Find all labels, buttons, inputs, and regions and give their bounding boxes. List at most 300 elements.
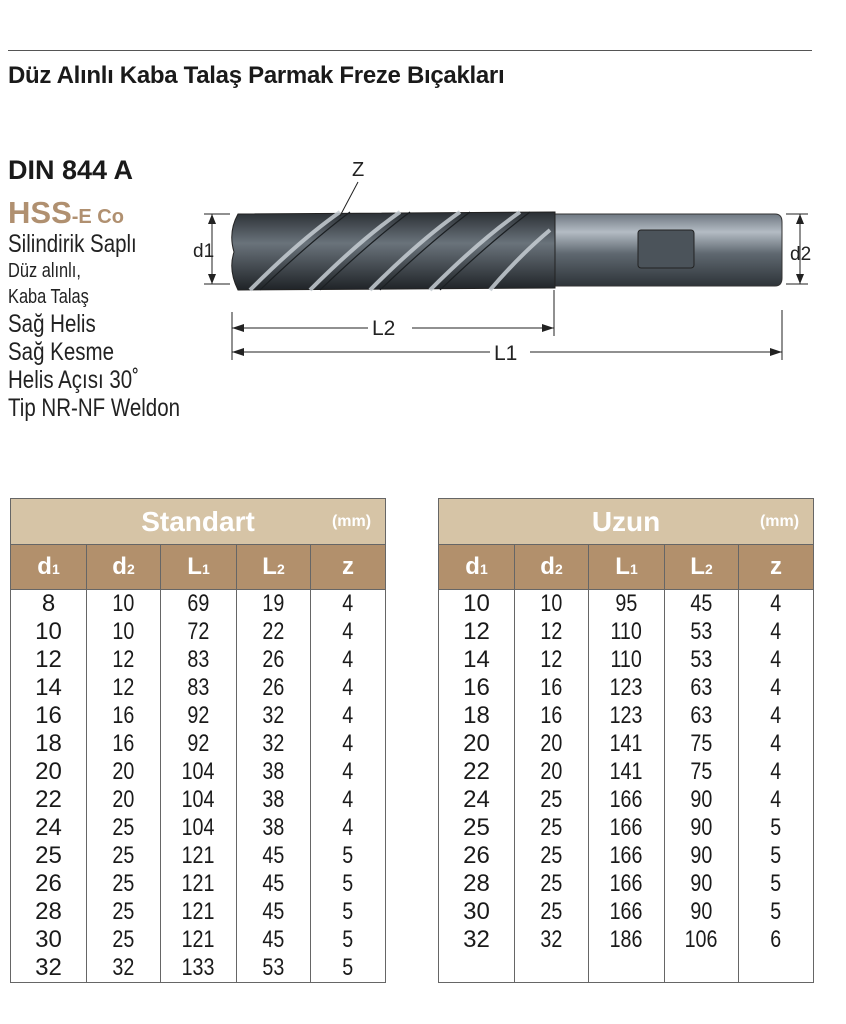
spec-line: Helis Açısı 30˚ [8, 366, 140, 394]
l2-label: L2 [372, 317, 396, 340]
cell-value: 20 [35, 758, 62, 785]
table-cell [439, 926, 515, 954]
table-cell [739, 954, 814, 983]
table-cell [515, 898, 589, 926]
cell-value: 25 [112, 814, 135, 841]
table-row [439, 870, 814, 898]
cell-value: 5 [342, 954, 354, 981]
table-cell [589, 702, 665, 730]
table-row [11, 590, 386, 619]
table-cell [237, 954, 311, 983]
end-mill-drawing [190, 150, 820, 380]
table-cell [11, 842, 87, 870]
column-header-subscript: 1 [479, 561, 488, 577]
cell-value: 28 [35, 898, 62, 925]
table-title: Uzun [591, 505, 661, 537]
table-cell [11, 618, 87, 646]
cell-value: 141 [610, 730, 643, 757]
cell-value: 22 [262, 618, 285, 645]
table-row [11, 954, 386, 983]
top-rule [8, 50, 812, 51]
z-label: Z [352, 159, 365, 181]
column-header [439, 545, 515, 590]
cell-value: 53 [262, 954, 285, 981]
table-cell [161, 730, 237, 758]
column-header-base: d [465, 553, 480, 580]
table-cell [237, 842, 311, 870]
cell-value: 90 [690, 842, 713, 869]
l1-label: L1 [494, 342, 518, 365]
table-cell [589, 730, 665, 758]
cell-value: 4 [770, 590, 782, 617]
cell-value: 12 [463, 618, 490, 645]
table-cell [515, 870, 589, 898]
table-row [11, 870, 386, 898]
cell-value: 4 [770, 730, 782, 757]
cell-value: 5 [770, 814, 782, 841]
table-cell [87, 618, 161, 646]
spec-line: Sağ Helis [8, 310, 96, 338]
table-cell [665, 870, 739, 898]
table-row [11, 646, 386, 674]
table-cell [87, 590, 161, 619]
cell-value: 90 [690, 898, 713, 925]
table-cell [739, 842, 814, 870]
table-cell [439, 590, 515, 619]
table-cell [11, 814, 87, 842]
cell-value: 53 [690, 618, 713, 645]
column-header-base: L [187, 553, 202, 580]
table-caption [11, 499, 386, 545]
table-cell [515, 730, 589, 758]
cell-value: 53 [690, 646, 713, 673]
table-cell [311, 646, 386, 674]
table-cell [311, 590, 386, 619]
din-standard: DIN 844 A [8, 155, 134, 185]
spec-line: Tip NR-NF Weldon [8, 394, 181, 422]
cell-value: 16 [540, 674, 563, 701]
column-header [739, 545, 814, 590]
cell-value: 38 [262, 758, 285, 785]
column-header-row [11, 545, 386, 590]
cell-value: 92 [187, 702, 210, 729]
column-header [11, 545, 87, 590]
table-cell [739, 590, 814, 619]
table-row [11, 926, 386, 954]
table-row [11, 814, 386, 842]
cell-value: 104 [182, 814, 215, 841]
table-cell [665, 646, 739, 674]
table-cell [311, 954, 386, 983]
table-cell [237, 870, 311, 898]
table-cell [237, 590, 311, 619]
cell-value: 25 [463, 814, 490, 841]
spec-list [8, 230, 218, 422]
table-cell [87, 730, 161, 758]
table-cell [665, 954, 739, 983]
column-header-base: L [615, 553, 630, 580]
cell-value: 32 [540, 926, 563, 953]
cell-value: 28 [463, 870, 490, 897]
column-header-subscript: 2 [554, 561, 563, 577]
cell-value: 32 [35, 954, 62, 981]
table-cell [161, 898, 237, 926]
cell-value: 5 [342, 926, 354, 953]
table-cell [161, 954, 237, 983]
cell-value: 25 [540, 786, 563, 813]
cell-value: 4 [342, 674, 354, 701]
cell-value: 12 [35, 646, 62, 673]
table-cell [237, 618, 311, 646]
table-cell [237, 646, 311, 674]
cell-value: 75 [690, 730, 713, 757]
d1-label: d1 [193, 241, 215, 262]
d2-label: d2 [790, 244, 812, 265]
table-row [439, 702, 814, 730]
cell-value: 25 [112, 926, 135, 953]
column-header-subscript: 1 [51, 561, 60, 577]
cell-value: 18 [35, 730, 62, 757]
cell-value: 104 [182, 758, 215, 785]
table-cell [311, 842, 386, 870]
table-cell [739, 814, 814, 842]
cell-value: 92 [187, 730, 210, 757]
table-row [11, 786, 386, 814]
cell-value: 26 [262, 674, 285, 701]
table-cell [515, 954, 589, 983]
cell-value: 12 [112, 646, 135, 673]
table-cell [665, 842, 739, 870]
cell-value: 14 [463, 646, 490, 673]
cell-value: 121 [182, 926, 215, 953]
cell-value: 4 [342, 730, 354, 757]
spec-line: Silindirik Saplı [8, 230, 137, 258]
table-cell [311, 814, 386, 842]
spec-line: Düz alınlı, [8, 260, 81, 282]
cell-value: 24 [463, 786, 490, 813]
cell-value: 4 [770, 702, 782, 729]
table-cell [439, 618, 515, 646]
table-row [11, 674, 386, 702]
table-cell [161, 758, 237, 786]
table-cell [515, 786, 589, 814]
cell-value: 4 [342, 702, 354, 729]
cell-value: 22 [35, 786, 62, 813]
table-row [11, 702, 386, 730]
page-title: Düz Alınlı Kaba Talaş Parmak Freze Bıçakları [8, 62, 505, 89]
table-cell [161, 814, 237, 842]
cell-value: 25 [540, 842, 563, 869]
cell-value: 4 [342, 590, 354, 617]
cell-value: 5 [770, 870, 782, 897]
table-cell [87, 926, 161, 954]
table-cell [439, 814, 515, 842]
cell-value: 5 [342, 870, 354, 897]
cell-value: 123 [610, 702, 643, 729]
cell-value: 166 [610, 814, 643, 841]
cell-value: 45 [262, 870, 285, 897]
table-cell [739, 898, 814, 926]
table-cell [311, 758, 386, 786]
column-header [665, 545, 739, 590]
cell-value: 133 [182, 954, 215, 981]
table-cell [311, 702, 386, 730]
cell-value: 25 [112, 870, 135, 897]
table-cell [237, 786, 311, 814]
cell-value: 19 [262, 590, 285, 617]
table-cell [439, 730, 515, 758]
cell-value: 4 [342, 814, 354, 841]
table-cell [439, 702, 515, 730]
table-cell [11, 926, 87, 954]
table-cell [665, 730, 739, 758]
column-header [515, 545, 589, 590]
table-cell [665, 702, 739, 730]
table-cell [237, 674, 311, 702]
table-row [439, 646, 814, 674]
table-cell [739, 702, 814, 730]
table-cell [589, 954, 665, 983]
cell-value: 16 [463, 674, 490, 701]
cell-value: 121 [182, 870, 215, 897]
material-main: HSS [8, 195, 72, 230]
cell-value: 16 [35, 702, 62, 729]
table-cell [739, 646, 814, 674]
table-cell [87, 758, 161, 786]
cell-value: 4 [770, 674, 782, 701]
cell-value: 4 [770, 618, 782, 645]
table-cell [665, 758, 739, 786]
cell-value: 141 [610, 758, 643, 785]
table-row [439, 730, 814, 758]
cell-value: 30 [35, 926, 62, 953]
column-header-subscript: 2 [276, 561, 285, 577]
column-header-subscript: 2 [704, 561, 713, 577]
cell-value: 20 [112, 786, 135, 813]
table-cell [161, 590, 237, 619]
column-header-base: z [342, 553, 355, 580]
table-cell [11, 590, 87, 619]
table-cell [739, 926, 814, 954]
cell-value: 20 [112, 758, 135, 785]
cell-value: 32 [112, 954, 135, 981]
long-table [438, 498, 814, 983]
cell-value: 90 [690, 814, 713, 841]
table-cell [739, 870, 814, 898]
cell-value: 25 [35, 842, 62, 869]
table-row [11, 730, 386, 758]
table-cell [665, 926, 739, 954]
table-cell [11, 646, 87, 674]
table-row [439, 674, 814, 702]
cell-value: 110 [610, 618, 643, 645]
table-title: Standart [141, 505, 255, 537]
column-header [237, 545, 311, 590]
cell-value: 95 [615, 590, 638, 617]
table-cell [161, 842, 237, 870]
table-cell [161, 870, 237, 898]
table-cell [665, 786, 739, 814]
cell-value: 10 [463, 590, 490, 617]
table-cell [515, 926, 589, 954]
cell-value: 121 [182, 898, 215, 925]
table-cell [739, 674, 814, 702]
table-cell [439, 954, 515, 983]
spec-line: Kaba Talaş [8, 286, 89, 308]
cell-value: 16 [540, 702, 563, 729]
table-cell [439, 842, 515, 870]
cell-value: 123 [610, 674, 643, 701]
table-cell [311, 618, 386, 646]
cell-value: 4 [770, 646, 782, 673]
cell-value: 83 [187, 646, 210, 673]
cell-value: 4 [770, 758, 782, 785]
table-cell [11, 954, 87, 983]
table-cell [665, 898, 739, 926]
table-cell [515, 814, 589, 842]
table-cell [11, 870, 87, 898]
table-cell [87, 842, 161, 870]
table-cell [589, 814, 665, 842]
table-cell [11, 674, 87, 702]
table-cell [237, 758, 311, 786]
table-cell [311, 870, 386, 898]
cell-value: 45 [690, 590, 713, 617]
table-cell [311, 898, 386, 926]
table-cell [589, 646, 665, 674]
table-row [11, 898, 386, 926]
cell-value: 32 [463, 926, 490, 953]
table-cell [237, 814, 311, 842]
cell-value: 90 [690, 870, 713, 897]
column-header-base: L [262, 553, 277, 580]
standard-table [10, 498, 386, 983]
table-cell [311, 730, 386, 758]
table-cell [439, 898, 515, 926]
table-row [439, 758, 814, 786]
table-cell [739, 758, 814, 786]
cell-value: 20 [540, 758, 563, 785]
table-cell [237, 730, 311, 758]
table-cell [589, 674, 665, 702]
cell-value: 26 [463, 842, 490, 869]
column-header-base: L [690, 553, 705, 580]
column-header-subscript: 1 [201, 561, 210, 577]
table-cell [589, 590, 665, 619]
table-row [439, 786, 814, 814]
table-cell [87, 702, 161, 730]
column-header-row [439, 545, 814, 590]
column-header [311, 545, 386, 590]
cell-value: 32 [262, 730, 285, 757]
table-cell [87, 954, 161, 983]
cell-value: 5 [770, 898, 782, 925]
table-cell [11, 730, 87, 758]
cell-value: 166 [610, 786, 643, 813]
table-unit: (mm) [759, 513, 800, 530]
table-cell [237, 898, 311, 926]
cell-value: 5 [342, 842, 354, 869]
cell-value: 104 [182, 786, 215, 813]
z-leader [340, 182, 358, 216]
table-cell [515, 674, 589, 702]
cell-value: 12 [112, 674, 135, 701]
material-grade [8, 195, 124, 231]
column-header-subscript: 1 [629, 561, 638, 577]
cell-value: 166 [610, 842, 643, 869]
table-cell [87, 814, 161, 842]
cell-value: 16 [112, 730, 135, 757]
table-cell [739, 730, 814, 758]
cell-value: 14 [35, 674, 62, 701]
table-cell [515, 758, 589, 786]
cell-value: 25 [540, 898, 563, 925]
cell-value: 12 [540, 618, 563, 645]
cell-value: 30 [463, 898, 490, 925]
cell-value: 18 [463, 702, 490, 729]
cell-value: 24 [35, 814, 62, 841]
cell-value: 26 [262, 646, 285, 673]
cell-value: 69 [187, 590, 210, 617]
cell-value: 110 [610, 646, 643, 673]
table-cell [665, 618, 739, 646]
table-cell [161, 926, 237, 954]
table-cell [11, 898, 87, 926]
cell-value: 45 [262, 842, 285, 869]
table-cell [589, 926, 665, 954]
cell-value: 45 [262, 926, 285, 953]
table-row [11, 842, 386, 870]
weldon-flat [638, 230, 694, 268]
table-cell [11, 786, 87, 814]
column-header-base: d [112, 553, 127, 580]
cell-value: 83 [187, 674, 210, 701]
table-cell [11, 702, 87, 730]
table-cell [237, 926, 311, 954]
cell-value: 6 [770, 926, 782, 953]
table-cell [589, 842, 665, 870]
cell-value: 5 [342, 898, 354, 925]
table-cell [439, 674, 515, 702]
table-row [439, 898, 814, 926]
table-cell [589, 786, 665, 814]
table-row [439, 590, 814, 619]
cell-value: 106 [685, 926, 718, 953]
cell-value: 166 [610, 898, 643, 925]
table-cell [87, 786, 161, 814]
cell-value: 10 [112, 590, 135, 617]
table-cell [665, 674, 739, 702]
table-cell [589, 870, 665, 898]
table-cell [311, 786, 386, 814]
table-cell [739, 786, 814, 814]
cell-value: 38 [262, 814, 285, 841]
column-header [161, 545, 237, 590]
cell-value: 25 [540, 814, 563, 841]
column-header-base: z [770, 553, 783, 580]
cell-value: 10 [112, 618, 135, 645]
table-cell [515, 590, 589, 619]
cell-value: 75 [690, 758, 713, 785]
cell-value: 32 [262, 702, 285, 729]
table-cell [739, 618, 814, 646]
table-cell [237, 702, 311, 730]
cell-value: 20 [540, 730, 563, 757]
cell-value: 121 [182, 842, 215, 869]
cell-value: 8 [41, 590, 56, 617]
table-cell [87, 870, 161, 898]
cell-value: 20 [463, 730, 490, 757]
